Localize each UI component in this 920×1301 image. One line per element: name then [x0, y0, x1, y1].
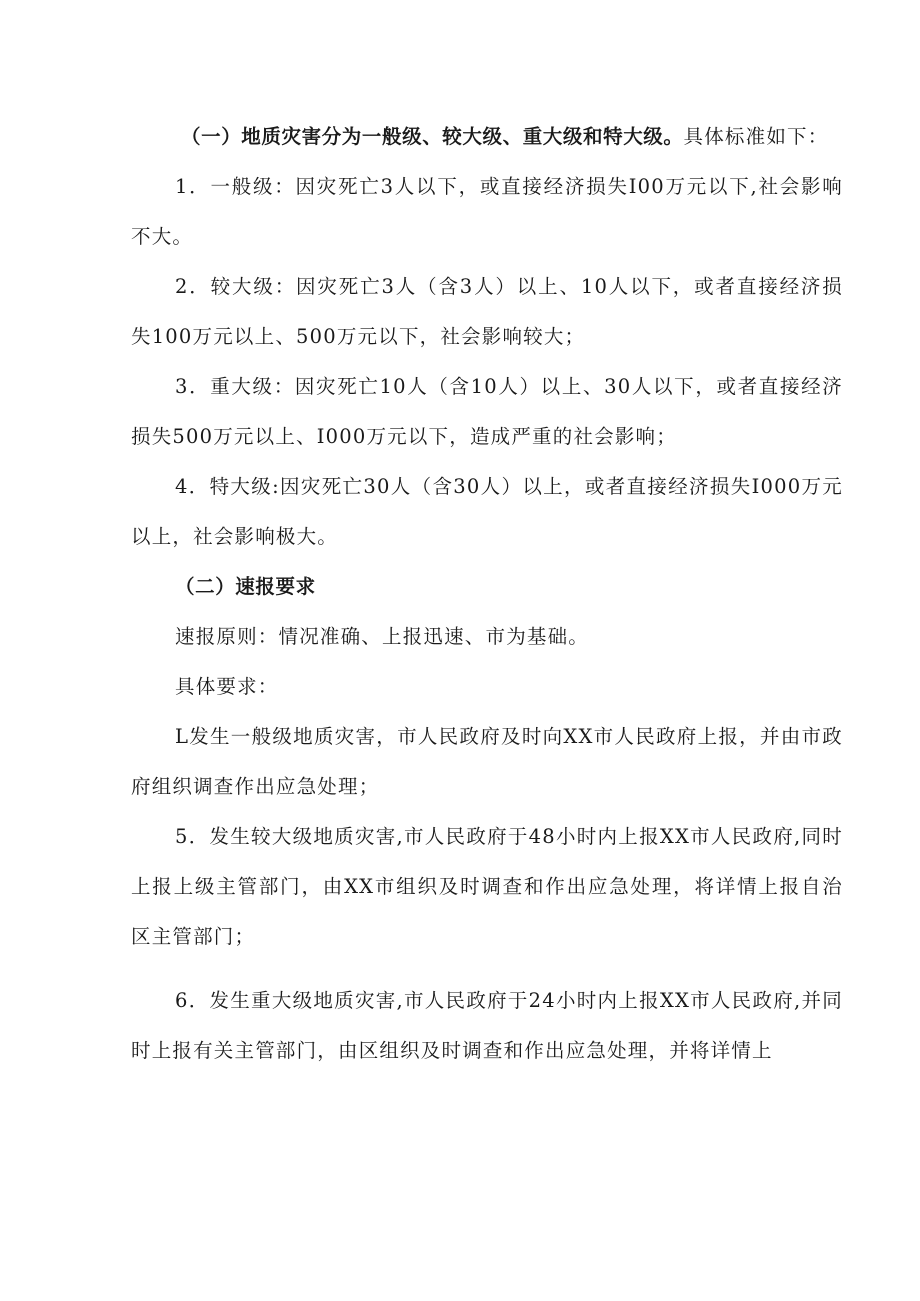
requirement-larger-paragraph: 5．发生较大级地质灾害,市人民政府于48小时内上报XX市人民政府,同时上报上级主管部门，由XX市组织及时调查和作出应急处理，将详情上报自治区主管部门； [131, 825, 843, 948]
section-heading-reporting: （二）速报要求 [175, 575, 316, 598]
specific-requirements-label: 具体要求： [175, 675, 279, 698]
requirement-general-paragraph: L发生一般级地质灾害，市人民政府及时向XX市人民政府上报，并由市政府组织调查作出应急处理； [131, 725, 843, 798]
section-heading-tail: 具体标准如下： [683, 125, 829, 148]
level-major-paragraph: 3．重大级：因灾死亡10人（含10人）以上、30人以下，或者直接经济损失500万元以上、I000万元以下，造成严重的社会影响； [131, 375, 843, 448]
reporting-principle-paragraph: 速报原则：情况准确、上报迅速、市为基础。 [175, 625, 590, 648]
section-heading-lead: （一）地质灾害分为一般级、较大级、重大级和特大级。 [181, 125, 684, 148]
level-general-paragraph: 1．一般级：因灾死亡3人以下，或直接经济损失I00万元以下,社会影响不大。 [131, 175, 843, 248]
level-extraordinary-paragraph: 4．特大级:因灾死亡30人（含30人）以上，或者直接经济损失I000万元以上，社会影响极大。 [131, 475, 843, 548]
requirement-major-paragraph: 6．发生重大级地质灾害,市人民政府于24小时内上报XX市人民政府,并同时上报有关主管部门，由区组织及时调查和作出应急处理，并将详情上 [131, 989, 843, 1062]
level-larger-paragraph: 2．较大级：因灾死亡3人（含3人）以上、10人以下，或者直接经济损失100万元以上、500万元以下，社会影响较大； [131, 275, 843, 348]
section-heading-classification [131, 112, 843, 162]
document-body [131, 112, 843, 1076]
